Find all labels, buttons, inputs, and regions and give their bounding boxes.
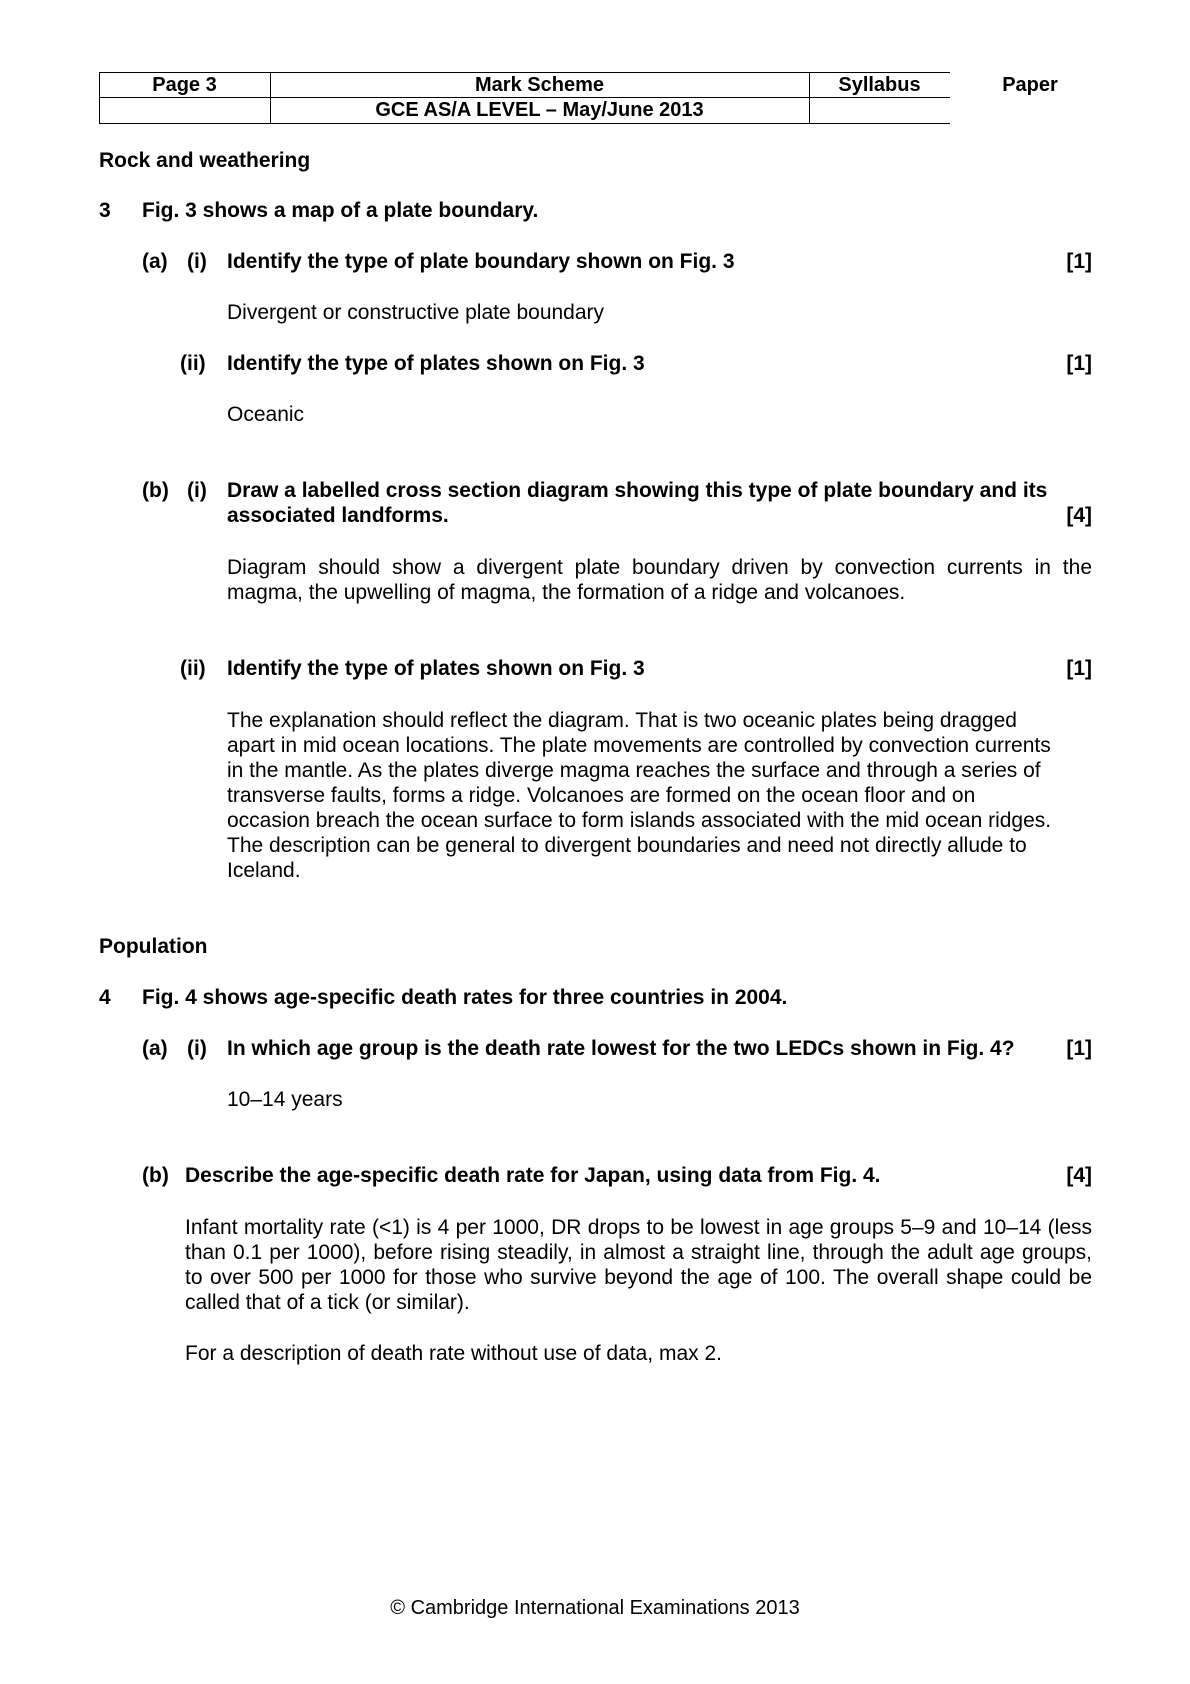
answer-line: transverse faults, forms a ridge. Volcanoes are formed on the ocean floor and on [227, 784, 976, 807]
subpart-label: (i) [187, 1037, 207, 1060]
marks: [1] [1066, 657, 1092, 680]
part-label: (a) [142, 250, 168, 273]
part-question: Describe the age-specific death rate for Japan, using data from Fig. 4. [185, 1164, 881, 1187]
question-text: Fig. 3 shows a map of a plate boundary. [142, 199, 539, 222]
answer-text: Infant mortality rate (<1) is 4 per 1000, DR drops to be lowest in age groups 5–9 and 10–14 (less than 0.1 per 1000), before rising steadily, in almost a straight line, through the adult age groups, to over 500 per 1000 for those who survive beyond the age of 100. The overall shape could be called that of a tick (or similar). [185, 1216, 1092, 1314]
syllabus-label: Syllabus [838, 74, 921, 96]
answer-line: The description can be general to divergent boundaries and need not directly allude to [227, 834, 1027, 857]
exam-title: GCE AS/A LEVEL – May/June 2013 [375, 99, 704, 121]
part-label: (b) [142, 1164, 169, 1187]
marks: [4] [1066, 1164, 1092, 1187]
answer-text: Divergent or constructive plate boundary [227, 301, 605, 324]
table-rule [99, 123, 950, 124]
answer-line: Iceland. [227, 859, 301, 882]
section-title: Population [99, 935, 208, 958]
copyright-footer: © Cambridge International Examinations 2013 [390, 1597, 800, 1619]
page-number: Page 3 [152, 74, 217, 96]
subpart-question: Identify the type of plates shown on Fig. 3 [227, 657, 645, 680]
answer-text: Diagram should show a divergent plate boundary driven by convection currents in the magma, the upwelling of magma, the formation of a ridge and volcanoes. [227, 556, 1092, 604]
subpart-question: Identify the type of plate boundary shown on Fig. 3 [227, 250, 735, 273]
marks: [1] [1066, 1037, 1092, 1060]
answer-line: in the mantle. As the plates diverge magma reaches the surface and through a series of [227, 759, 1041, 782]
answer-text: Oceanic [227, 403, 305, 426]
subpart-question: In which age group is the death rate lowest for the two LEDCs shown in Fig. 4? [227, 1037, 1015, 1060]
marks: [4] [1066, 504, 1092, 527]
doc-title: Mark Scheme [475, 74, 604, 96]
answer-line: occasion breach the ocean surface to form islands associated with the mid ocean ridges. [227, 809, 1052, 832]
answer-text [227, 708, 1107, 883]
section-title: Rock and weathering [99, 149, 311, 172]
subpart-label: (i) [187, 250, 207, 273]
subpart-question-cont: associated landforms. [227, 504, 449, 527]
question-number: 3 [99, 199, 111, 222]
subpart-label: (i) [187, 479, 207, 502]
marking-note: For a description of death rate without use of data, max 2. [185, 1342, 722, 1365]
answer-line: apart in mid ocean locations. The plate movements are controlled by convection currents [227, 734, 1051, 757]
marks: [1] [1066, 352, 1092, 375]
paper-label: Paper [1002, 74, 1058, 96]
answer-text: 10–14 years [227, 1088, 343, 1111]
subpart-question: Draw a labelled cross section diagram showing this type of plate boundary and its [227, 479, 1048, 502]
subpart-question: Identify the type of plates shown on Fig. 3 [227, 352, 645, 375]
part-label: (a) [142, 1037, 168, 1060]
marks: [1] [1066, 250, 1092, 273]
question-number: 4 [99, 986, 111, 1009]
answer-line: The explanation should reflect the diagram. That is two oceanic plates being dragged [227, 709, 1017, 732]
question-text: Fig. 4 shows age-specific death rates for three countries in 2004. [142, 986, 788, 1009]
subpart-label: (ii) [180, 657, 206, 680]
part-label: (b) [142, 479, 169, 502]
subpart-label: (ii) [180, 352, 206, 375]
